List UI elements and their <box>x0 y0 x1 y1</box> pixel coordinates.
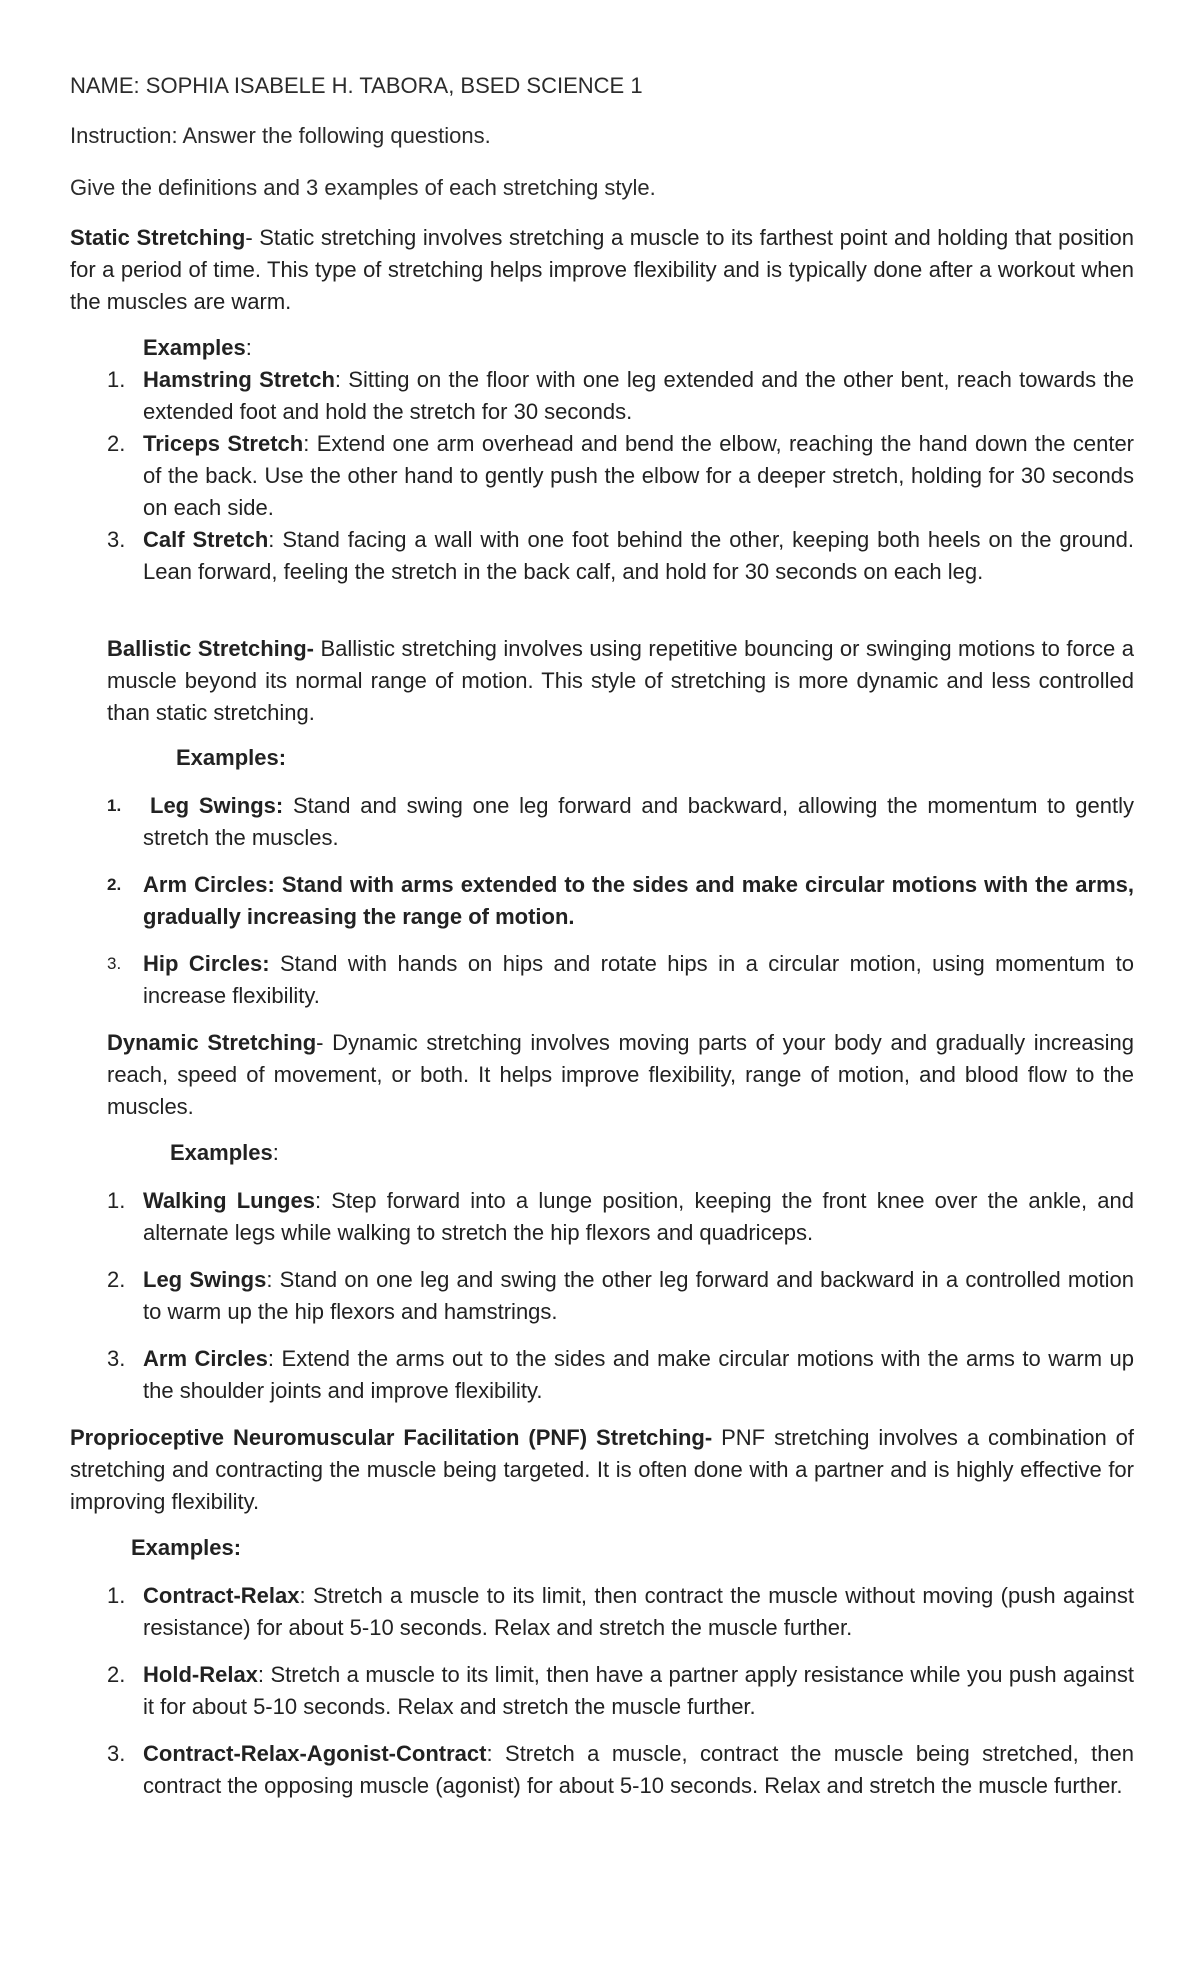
static-stretching-definition <box>70 222 1134 318</box>
item-term: Calf Stretch <box>143 527 269 552</box>
item-text: Step forward into a lunge position, keeping the front knee over the ankle, and alternate legs while walking to stretch the hip flexors and quadriceps. <box>143 1188 1134 1245</box>
item-sep: : <box>266 1267 280 1292</box>
section-term: Ballistic Stretching- <box>107 636 314 661</box>
item-number: 3. <box>107 1346 126 1371</box>
list-item <box>107 1738 1134 1802</box>
item-term: Triceps Stretch <box>143 431 304 456</box>
item-term: Contract-Relax-Agonist-Contract <box>143 1741 487 1766</box>
item-number: 2. <box>107 875 122 894</box>
examples-label-text: Examples: <box>176 745 287 770</box>
item-sep: : <box>303 431 317 456</box>
student-name: NAME: SOPHIA ISABELE H. TABORA, BSED SCIENCE 1 <box>70 73 643 98</box>
list-item <box>107 1185 1134 1249</box>
item-number: 3. <box>107 1741 126 1766</box>
item-sep <box>270 951 280 976</box>
item-term: Arm Circles: Stand with arms extended to the sides and make circular motions with the arms, gradually increasing the range of motion. <box>143 872 1134 929</box>
dynamic-stretching-definition <box>107 1027 1134 1123</box>
item-text: Stand facing a wall with one foot behind the other, keeping both heels on the ground. Lean forward, feeling the stretch in the back calf, and hold for 30 seconds on each leg. <box>143 527 1134 584</box>
item-sep: : <box>267 1346 282 1371</box>
item-sep: : <box>257 1662 271 1687</box>
examples-label-text: Examples: <box>131 1535 242 1560</box>
instruction-line: Instruction: Answer the following questions. <box>70 123 491 148</box>
examples-label-text: Examples <box>170 1140 273 1165</box>
item-sep: : <box>268 527 283 552</box>
item-text: Stretch a muscle to its limit, then contract the muscle without moving (push against resistance) for about 5-10 seconds. Relax and stretch the muscle further. <box>143 1583 1134 1640</box>
item-text: Extend one arm overhead and bend the elbow, reaching the hand down the center of the back. Use the other hand to gently push the elbow for a deeper stretch, holding for 30 seconds on each side. <box>143 431 1135 520</box>
item-number: 3. <box>107 954 122 973</box>
section-dash: - <box>245 225 260 250</box>
item-term: Hamstring Stretch <box>143 367 335 392</box>
item-term: Hold-Relax <box>143 1662 258 1687</box>
item-text: Stand with hands on hips and rotate hips in a circular motion, using momentum to increase flexibility. <box>143 951 1134 1008</box>
pnf-stretching-definition <box>70 1422 1134 1518</box>
section-definition: Ballistic stretching involves using repetitive bouncing or swinging motions to force a muscle beyond its normal range of motion. This style of stretching is more dynamic and less controlled than static stretching. <box>107 636 1134 725</box>
list-item <box>107 1580 1134 1644</box>
item-text: Sitting on the floor with one leg extended and the other bent, reach towards the extended foot and hold the stretch for 30 seconds. <box>143 367 1134 424</box>
item-number: 2. <box>107 431 126 456</box>
item-number: 3. <box>107 527 126 552</box>
list-item <box>107 869 1134 933</box>
section-definition: PNF stretching involves a combination of stretching and contracting the muscle being targeted. It is often done with a partner and is highly effective for improving flexibility. <box>70 1425 1134 1514</box>
item-number: 1. <box>107 796 122 815</box>
examples-label <box>131 1532 241 1564</box>
section-dash <box>712 1425 721 1450</box>
item-sep: : <box>299 1583 313 1608</box>
item-number: 1. <box>107 367 126 392</box>
list-item <box>107 428 1135 524</box>
item-term: Leg Swings <box>143 1267 267 1292</box>
section-definition: Static stretching involves stretching a muscle to its farthest point and holding that position for a period of time. This type of stretching helps improve flexibility and is typically done after a workout when the muscles are warm. <box>70 225 1134 314</box>
list-item <box>107 790 1134 854</box>
list-item <box>107 524 1134 588</box>
list-item <box>107 948 1134 1012</box>
item-term: Hip Circles: <box>143 951 270 976</box>
item-term: Walking Lunges <box>143 1188 315 1213</box>
item-number: 1. <box>107 1583 126 1608</box>
list-item <box>107 1659 1134 1723</box>
task-line: Give the definitions and 3 examples of each stretching style. <box>70 175 656 200</box>
item-text: Stand and swing one leg forward and backward, allowing the momentum to gently stretch the muscles. <box>143 793 1134 850</box>
section-term: Static Stretching <box>70 225 246 250</box>
item-sep <box>283 793 293 818</box>
examples-colon: : <box>245 335 252 360</box>
item-text: Stretch a muscle to its limit, then have a partner apply resistance while you push against it for about 5-10 seconds. Relax and stretch the muscle further. <box>143 1662 1134 1719</box>
ballistic-stretching-definition <box>107 633 1134 729</box>
item-number: 1. <box>107 1188 126 1213</box>
item-term: Leg Swings: <box>150 793 284 818</box>
examples-label-text: Examples <box>143 335 246 360</box>
examples-label <box>170 1137 279 1169</box>
examples-label <box>143 332 252 364</box>
list-item <box>107 364 1134 428</box>
section-definition: Dynamic stretching involves moving parts of your body and gradually increasing reach, speed of movement, or both. It helps improve flexibility, range of motion, and blood flow to the muscles. <box>107 1030 1135 1119</box>
item-text: Stand on one leg and swing the other leg forward and backward in a controlled motion to warm up the hip flexors and hamstrings. <box>143 1267 1134 1324</box>
item-sep: : <box>334 367 349 392</box>
section-term: Proprioceptive Neuromuscular Facilitation (PNF) Stretching- <box>70 1425 713 1450</box>
item-term: Arm Circles <box>143 1346 268 1371</box>
list-item <box>107 1264 1134 1328</box>
examples-colon: : <box>272 1140 279 1165</box>
item-text: Stretch a muscle, contract the muscle being stretched, then contract the opposing muscle (agonist) for about 5-10 seconds. Relax and stretch the muscle further. <box>143 1741 1134 1798</box>
item-term: Contract-Relax <box>143 1583 300 1608</box>
examples-label <box>176 742 286 774</box>
list-item <box>107 1343 1134 1407</box>
item-number: 2. <box>107 1267 126 1292</box>
section-dash: - <box>316 1030 333 1055</box>
item-sep: : <box>314 1188 332 1213</box>
section-term: Dynamic Stretching <box>107 1030 317 1055</box>
item-text: Extend the arms out to the sides and make circular motions with the arms to warm up the shoulder joints and improve flexibility. <box>143 1346 1134 1403</box>
item-number: 2. <box>107 1662 126 1687</box>
item-sep: : <box>486 1741 506 1766</box>
